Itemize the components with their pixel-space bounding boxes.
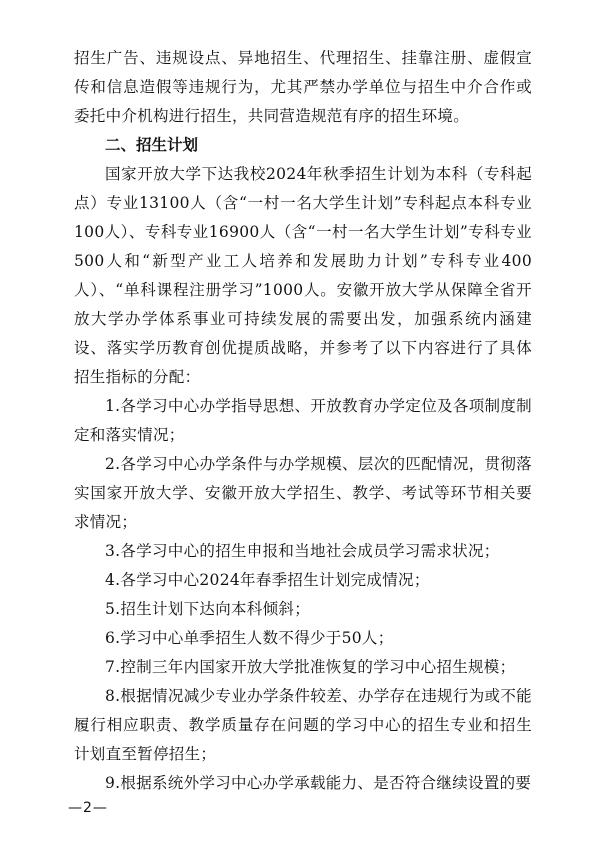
section-heading: 二、招生计划 [105,136,199,154]
paragraph-continuation: 招生广告、违规设点、异地招生、代理招生、挂靠注册、虚假宣传和信息造假等违规行为，尤其严禁办学单位与招生中介合作或委托中介机构进行招生，共同营造规范有序的招生环境。 [74,49,532,125]
list-item-4: 4.各学习中心2024年春季招生计划完成情况； [105,571,430,589]
list-item-5: 5.招生计划下达向本科倾斜； [105,600,310,618]
paragraph-enrollment-plan: 国家开放大学下达我校2024年秋季招生计划为本科（专科起点）专业13100人（含“一村一名大学生计划”专科起点本科专业100人）、专科专业16900人（含“一村一名大学生计划”专科专业500人和“新型产业工人培养和发展助力计划”专科专业400人）、“单科课程注册学习”1000人。安徽开放大学从保障全省开放大学办学体系事业可持续发展的需要出发，加强系统内涵建设、落实学历教育创优提质战略，并参考了以下内容进行了具体招生指标的分配： [74,165,532,386]
list-item-9: 9.根据系统外学习中心办学承载能力、是否符合继续设置的要 [105,774,532,792]
list-item-1: 1.各学习中心办学指导思想、开放教育办学定位及各项制度制定和落实情况； [74,397,532,444]
document-body [74,44,532,798]
page-number: —2— [68,800,108,816]
list-item-2: 2.各学习中心办学条件与办学规模、层次的匹配情况，贯彻落实国家开放大学、安徽开放大学招生、教学、考试等环节相关要求情况； [74,455,532,531]
list-item-8: 8.根据情况减少专业办学条件较差、办学存在违规行为或不能履行相应职责、教学质量存在问题的学习中心的招生专业和招生计划直至暂停招生； [74,687,532,763]
list-item-6: 6.学习中心单季招生人数不得少于50人； [105,629,394,647]
list-item-7: 7.控制三年内国家开放大学批准恢复的学习中心招生规模； [105,658,516,676]
list-item-3: 3.各学习中心的招生申报和当地社会成员学习需求状况； [105,542,500,560]
